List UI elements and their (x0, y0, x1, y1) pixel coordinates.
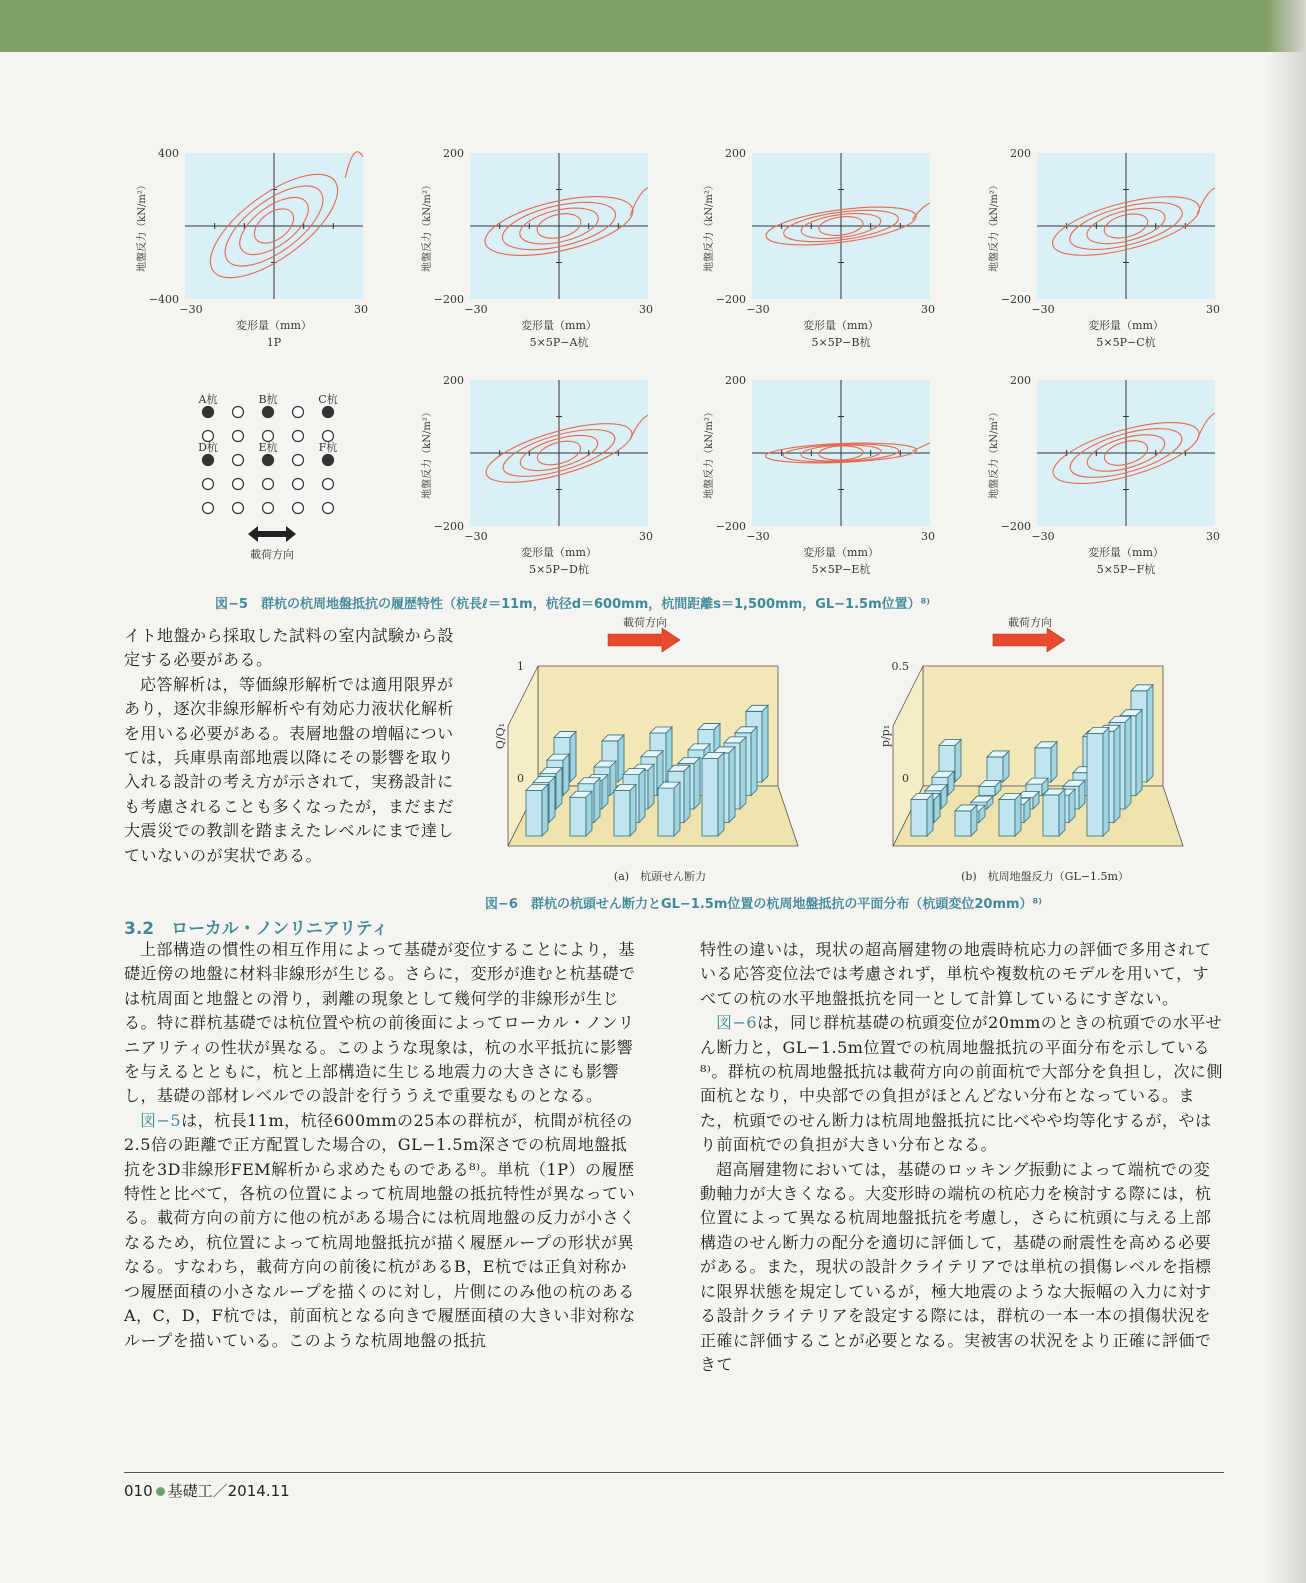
bar-side (630, 784, 636, 836)
bar (955, 811, 971, 836)
x-axis-title: 変形量（mm） (803, 546, 879, 559)
bar-side (674, 782, 680, 836)
chart-caption: (b) 杭周地盤反力（GL−1.5m） (961, 870, 1129, 883)
y-axis-title: Q/Q₁ (494, 722, 507, 750)
x-max-label: 30 (1206, 530, 1220, 543)
pile-filled (263, 455, 274, 466)
bar-side (556, 768, 562, 809)
pile-empty (323, 479, 334, 490)
y-max-label: 200 (725, 147, 746, 160)
pile-empty (293, 407, 304, 418)
bar-side (549, 777, 555, 823)
bar-side (1059, 789, 1065, 836)
bar-side (1114, 725, 1120, 822)
section-heading: 3.2 ローカル・ノンリニアリティ (124, 919, 389, 939)
bar (987, 757, 1003, 782)
pile-filled (263, 407, 274, 418)
y-max-label: 200 (725, 374, 746, 387)
top-color-bar (0, 0, 1306, 52)
y-min-label: −400 (148, 293, 179, 306)
bar3d-chart-a (490, 618, 830, 888)
bar (614, 790, 630, 836)
bar-side (1015, 794, 1021, 836)
x-min-label: −30 (746, 303, 770, 316)
load-direction-label: 載荷方向 (1008, 616, 1052, 629)
x-min-label: −30 (464, 530, 488, 543)
x-max-label: 30 (1206, 303, 1220, 316)
hysteresis-plot-A (410, 145, 668, 351)
pile-filled (203, 407, 214, 418)
double-arrow-icon (248, 526, 296, 542)
bar (658, 788, 674, 836)
paragraph (700, 1011, 1225, 1157)
y-max-label: 400 (158, 147, 179, 160)
pile-label-C: C杭 (318, 393, 338, 406)
hysteresis-plot-C (977, 145, 1235, 351)
bar-side (1136, 710, 1142, 796)
hysteresis-plot-F (977, 372, 1235, 578)
hysteresis-plot-D (410, 372, 668, 578)
y-axis-title: 地盤反力（kN/m²） (422, 407, 433, 499)
pile-empty (203, 479, 214, 490)
plot-name: 5×5P−F杭 (1096, 563, 1156, 576)
paragraph: 特性の違いは，現状の超高層建物の地震時杭応力の評価で多用されている応答変位法では考慮されず，単杭や複数杭のモデルを用いて，すべての杭の水平地盤抵抗を同一として計算しているにすぎない。 (700, 940, 1212, 1008)
bar (702, 758, 718, 836)
x-axis-title: 変形量（mm） (1088, 546, 1164, 559)
paragraph-rest: は，同じ群杭基礎の杭頭変位が20mmのときの杭頭での水平せん断力と，GL−1.5m位置での杭周地盤抵抗の平面分布を示している⁸⁾。群杭の杭周地盤抵抗は載荷方向の前面杭で大部分を負担し，次に側面杭となり，中央部での負担がほとんどない分布となっている。また，杭頭でのせん断力は杭周地盤抵抗に比べやや均等化するが，やはり前面杭での負担が大きい分布となる。 (700, 1013, 1223, 1155)
plot-name: 5×5P−D杭 (529, 563, 589, 576)
plot-name: 5×5P−C杭 (1096, 336, 1156, 349)
bullet-icon (156, 1487, 165, 1496)
bar (570, 797, 586, 836)
bar-side (563, 754, 569, 795)
y-min-label: −200 (715, 520, 746, 533)
x-axis-title: 変形量（mm） (521, 319, 597, 332)
y-axis-title: 地盤反力（kN/m²） (704, 407, 715, 499)
pile-empty (233, 455, 244, 466)
x-min-label: −30 (746, 530, 770, 543)
chart-caption: (a) 杭頭せん断力 (613, 870, 707, 883)
paragraph: 上部構造の慣性の相互作用によって基礎が変位することにより，基礎近傍の地盤に材料非線形が生じる。さらに，変形が進むと杭基礎では杭周面と地盤との滑り，剥離の現象として幾何学的非線形が生じる。特に群杭基礎では杭位置や杭の前後面によってローカル・ノンリニアリティの性状が異なる。このような現象は，杭の水平抵抗に影響を与えるとともに，杭と上部構造に生じる地震力の大きさにも影響し，基礎の部材レベルでの設計を行ううえで重要なものとなる。 (124, 940, 636, 1106)
bar-side (648, 764, 654, 809)
bar-side (594, 778, 600, 823)
pile-layout-diagram (190, 388, 360, 568)
y-zero-label: 0 (517, 772, 524, 785)
bar (911, 800, 927, 836)
pile-empty (293, 431, 304, 442)
pile-label-E: E杭 (258, 441, 278, 454)
bar (979, 786, 995, 795)
bar-side (751, 727, 757, 796)
x-axis-title: 変形量（mm） (521, 546, 597, 559)
bar (1043, 795, 1059, 836)
left-column-top-text (124, 624, 454, 868)
x-axis-title: 変形量（mm） (803, 319, 879, 332)
pile-empty (293, 503, 304, 514)
hysteresis-plot-E (692, 372, 950, 578)
arrow-right-icon (608, 628, 680, 652)
y-axis-title: 地盤反力（kN/m²） (422, 180, 433, 272)
bar-side (1147, 685, 1153, 782)
plot-name: 5×5P−A杭 (529, 336, 589, 349)
x-max-label: 30 (639, 303, 653, 316)
pile-filled (323, 455, 334, 466)
x-axis-title: 変形量（mm） (236, 319, 312, 332)
footer (124, 1480, 290, 1501)
bar (999, 800, 1015, 836)
bar-side (639, 769, 645, 823)
page-number: 010 (124, 1482, 153, 1500)
bar-side (955, 740, 961, 782)
pile-empty (233, 431, 244, 442)
paragraph: イト地盤から採取した試料の室内試験から設定する必要がある。 (124, 626, 455, 670)
bar (1087, 733, 1103, 836)
pile-empty (293, 479, 304, 490)
pile-filled (203, 455, 214, 466)
bar3d-chart-b (875, 618, 1215, 888)
figure-5-caption: 図−5 群杭の杭周地盤抵抗の履歴特性（杭長ℓ＝11m，杭径d＝600mm，杭間距離s＝1,500mm，GL−1.5m位置）⁸⁾ (215, 597, 931, 612)
y-max-label: 200 (443, 374, 464, 387)
y-min-label: −200 (1000, 520, 1031, 533)
x-max-label: 30 (354, 303, 368, 316)
bar-side (1103, 727, 1109, 836)
footer-rule (124, 1472, 1224, 1473)
bar-side (570, 732, 576, 782)
bar-side (1051, 742, 1057, 782)
plot-name: 1P (266, 336, 282, 349)
y-axis-title: 地盤反力（kN/m²） (989, 180, 1000, 272)
bar-side (542, 784, 548, 836)
x-min-label: −30 (464, 303, 488, 316)
hysteresis-plot-B (692, 145, 950, 351)
arrow-right-icon (993, 628, 1065, 652)
bar-side (1125, 716, 1131, 809)
x-min-label: −30 (1031, 530, 1055, 543)
load-direction-label: 載荷方向 (250, 548, 294, 561)
paragraph-rest: は，杭長11m，杭径600mmの25本の群杭が，杭間が杭径の2.5倍の距離で正方配置した場合の，GL−1.5m深さでの杭周地盤抵抗を3D非線形FEM解析から求めたものである⁸⁾。単杭（1P）の履歴特性と比べて，各杭の位置によって杭周地盤の抵抗特性が異なっている。載荷方向の前方に他の杭がある場合には杭周地盤の反力が小さくなるため，杭位置によって杭周地盤抵抗が描く履歴ループの形状が異なる。すなわち，載荷方向の前後に杭があるB，E杭では正負対称かつ履歴面積の小さなループを描くのに対し，片側にのみ他の杭のあるA，C，D，F杭では，前面杭となる向きで履歴面積の大きい非対称なループを描いている。このような杭周地盤の抵抗 (124, 1110, 636, 1350)
bar-side (762, 705, 768, 782)
pile-filled (323, 407, 334, 418)
y-axis-title: p/p₁ (879, 724, 892, 748)
pile-empty (323, 503, 334, 514)
paragraph: 応答解析は，等価線形解析では適用限界があり，逐次非線形解析や有効応力液状化解析を用いる必要がある。表層地盤の増幅については，兵庫県南部地震以降にその影響を取り入れる設計の考え方が示されて，実務設計にも考慮されることも多くなったが，まだまだ大震災での教訓を踏まえたレベルにまで達していないのが実状である。 (124, 674, 455, 865)
pile-empty (203, 431, 214, 442)
x-max-label: 30 (639, 530, 653, 543)
paragraph (124, 1109, 639, 1353)
bar (1035, 748, 1051, 782)
plot-name: 5×5P−E杭 (811, 563, 871, 576)
pile-empty (233, 479, 244, 490)
y-top-label: 1 (517, 660, 524, 673)
bar-side (718, 752, 724, 836)
y-axis-title: 地盤反力（kN/m²） (137, 180, 148, 272)
pile-label-B: B杭 (258, 393, 278, 406)
figure-ref[interactable]: 図−5 (140, 1110, 182, 1130)
y-top-label: 0.5 (891, 660, 909, 673)
bar-side (684, 765, 690, 822)
bar-side (694, 757, 700, 809)
x-min-label: −30 (179, 303, 203, 316)
y-max-label: 200 (443, 147, 464, 160)
hysteresis-plot-1P (125, 145, 383, 351)
y-axis-title: 地盤反力（kN/m²） (989, 407, 1000, 499)
right-column-text (700, 938, 1225, 1377)
x-max-label: 30 (921, 530, 935, 543)
bar (526, 790, 542, 836)
left-column-main-text (124, 938, 639, 1353)
load-direction-label: 載荷方向 (623, 616, 667, 629)
x-min-label: −30 (1031, 303, 1055, 316)
figure-ref[interactable]: 図−6 (716, 1013, 758, 1033)
bar-side (927, 794, 933, 836)
bar-side (740, 737, 746, 809)
page-edge-shadow (1266, 0, 1306, 1583)
y-min-label: −200 (715, 293, 746, 306)
bar-side (586, 791, 592, 836)
pile-empty (323, 431, 334, 442)
x-max-label: 30 (921, 303, 935, 316)
pile-empty (203, 503, 214, 514)
pile-label-D: D杭 (198, 441, 218, 454)
y-min-label: −200 (1000, 293, 1031, 306)
x-axis-title: 変形量（mm） (1088, 319, 1164, 332)
pile-empty (233, 407, 244, 418)
pile-empty (233, 503, 244, 514)
y-min-label: −200 (433, 293, 464, 306)
y-max-label: 200 (1010, 374, 1031, 387)
pile-label-A: A杭 (198, 393, 218, 406)
pile-empty (263, 431, 274, 442)
pile-empty (263, 479, 274, 490)
journal-issue: 基礎工／2014.11 (167, 1482, 290, 1500)
plot-name: 5×5P−B杭 (811, 336, 871, 349)
y-max-label: 200 (1010, 147, 1031, 160)
paragraph: 超高層建物においては，基礎のロッキング振動によって端杭での変動軸力が大きくなる。大変形時の端杭の杭応力を検討する際には，杭位置によって異なる杭周地盤抵抗を考慮し，さらに杭頭に与える上部構造のせん断力の配分を適切に評価して，基礎の耐震性を高める必要がある。また，現状の設計クライテリアでは単杭の損傷レベルを指標に限界状態を規定しているが，極大地震のような大振幅の入力に対する設計クライテリアを設定する際には，群杭の一本一本の損傷状況を正確に評価することが必要となる。実被害の状況をより正確に評価できて (700, 1159, 1212, 1374)
y-axis-title: 地盤反力（kN/m²） (704, 180, 715, 272)
y-zero-label: 0 (902, 772, 909, 785)
pile-empty (293, 455, 304, 466)
pile-label-F: F杭 (318, 441, 338, 454)
y-min-label: −200 (433, 520, 464, 533)
figure-6-caption: 図−6 群杭の杭頭せん断力とGL−1.5m位置の杭周地盤抵抗の平面分布（杭頭変位20mm）⁸⁾ (485, 897, 1042, 912)
bar-side (729, 747, 735, 823)
pile-empty (263, 503, 274, 514)
